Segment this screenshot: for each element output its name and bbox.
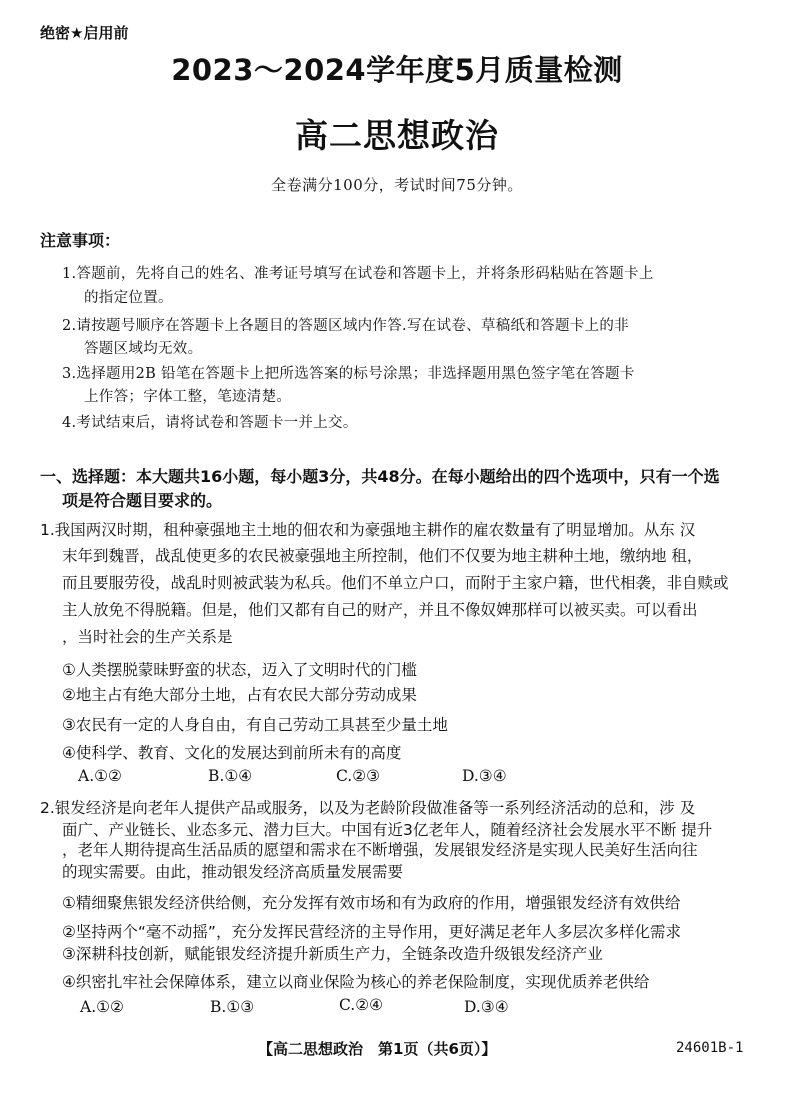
secret-label: 绝密★启用前 [40,24,129,42]
note-item-1-cont: 的指定位置。 [84,290,173,306]
question-1-option-1: ①人类摆脱蒙昧野蛮的状态，迈入了文明时代的门槛 [62,661,417,679]
question-1-choice-c: C.②③ [336,767,381,785]
question-1-option-2: ②地主占有绝大部分土地，占有农民大部分劳动成果 [62,686,417,704]
question-2-stem-line-1: 2.银发经济是向老年人提供产品或服务，以及为老龄阶段做准备等一系列经济活动的总和，涉 及 [40,799,696,817]
question-2-option-1: ①精细聚焦银发经济供给侧，充分发挥有效市场和有为政府的作用，增强银发经济有效供给 [62,894,681,912]
question-2-stem-line-3: ，老年人期待提高生活品质的愿望和需求在不断增强，发展银发经济是实现人民美好生活向往 [62,841,698,859]
section-heading-cont: 项是符合题目要求的。 [62,491,223,510]
question-2-stem-line-2: 面广、产业链长、业态多元、潜力巨大。中国有近3亿老年人，随着经济社会发展水平不断 提升 [62,821,713,839]
note-item-1: 1.答题前，先将自己的姓名、准考证号填写在试卷和答题卡上，并将条形码粘贴在答题卡上 [62,266,654,282]
question-2-option-2: ②坚持两个“毫不动摇”，充分发挥民营经济的主导作用，更好满足老年人多层次多样化需求 [62,923,681,941]
subject-title: 高二思想政治 [295,116,499,155]
question-1-stem-line-2: 末年到魏晋，战乱使更多的农民被豪强地主所控制，他们不仅要为地主耕种土地，缴纳地 租， [62,547,703,565]
question-1-choice-a: A.①② [78,767,122,785]
question-1-choice-d: D.③④ [462,767,507,785]
question-2-option-3: ③深耕科技创新，赋能银发经济提升新质生产力，全链条改造升级银发经济产业 [62,945,603,963]
question-2-choice-c: C.②④ [339,996,384,1014]
page-footer-label: 【高二思想政治 第1页（共6页）】 [258,1040,497,1058]
question-1-stem-line-3: 而且要服劳役，战乱时则被武装为私兵。他们不单立户口，而附于主家户籍，世代相袭，非自赎或 [62,574,729,592]
question-1-option-3: ③农民有一定的人身自由，有自己劳动工具甚至少量土地 [62,716,448,734]
score-time-line: 全卷满分100分，考试时间75分钟。 [271,176,523,194]
question-1-option-4: ④使科学、教育、文化的发展达到前所未有的高度 [62,744,402,762]
question-1-stem-line-4: 主人放免不得脱籍。但是，他们又都有自己的财产，并且不像奴婢那样可以被买卖。可以看出 [62,601,698,619]
question-2-choice-b: B.①③ [210,998,255,1016]
question-1-stem-line-5: ，当时社会的生产关系是 [62,628,233,646]
question-2-option-4: ④织密扎牢社会保障体系，建立以商业保险为核心的养老保险制度，实现优质养老供给 [62,973,650,991]
notes-heading: 注意事项： [40,231,121,250]
question-2-stem-line-4: 的现实需要。由此，推动银发经济高质量发展需要 [62,863,404,881]
paper-code: 24601B-1 [676,1040,744,1056]
note-item-3-cont: 上作答；字体工整，笔迹清楚。 [84,389,292,405]
question-2-choice-a: A.①② [80,998,124,1016]
note-item-3: 3.选择题用2B 铅笔在答题卡上把所选答案的标号涂黑；非选择题用黑色签字笔在答题卡 [62,366,635,382]
question-2-choice-d: D.③④ [464,998,509,1016]
note-item-2: 2.请按题号顺序在答题卡上各题目的答题区域内作答.写在试卷、草稿纸和答题卡上的非 [62,318,629,334]
section-heading: 一、选择题：本大题共16小题，每小题3分，共48分。在每小题给出的四个选项中，只有一个选 [40,467,720,486]
question-1-stem-line-1: 1.我国两汉时期，租种豪强地主土地的佃农和为豪强地主耕作的雇农数量有了明显增加。从东 汉 [40,521,696,539]
note-item-4: 4.考试结束后，请将试卷和答题卡一并上交。 [62,415,358,431]
question-1-choice-b: B.①④ [208,767,253,785]
note-item-2-cont: 答题区域均无效。 [84,341,203,357]
exam-title: 2023～2024学年度5月质量检测 [171,53,623,87]
